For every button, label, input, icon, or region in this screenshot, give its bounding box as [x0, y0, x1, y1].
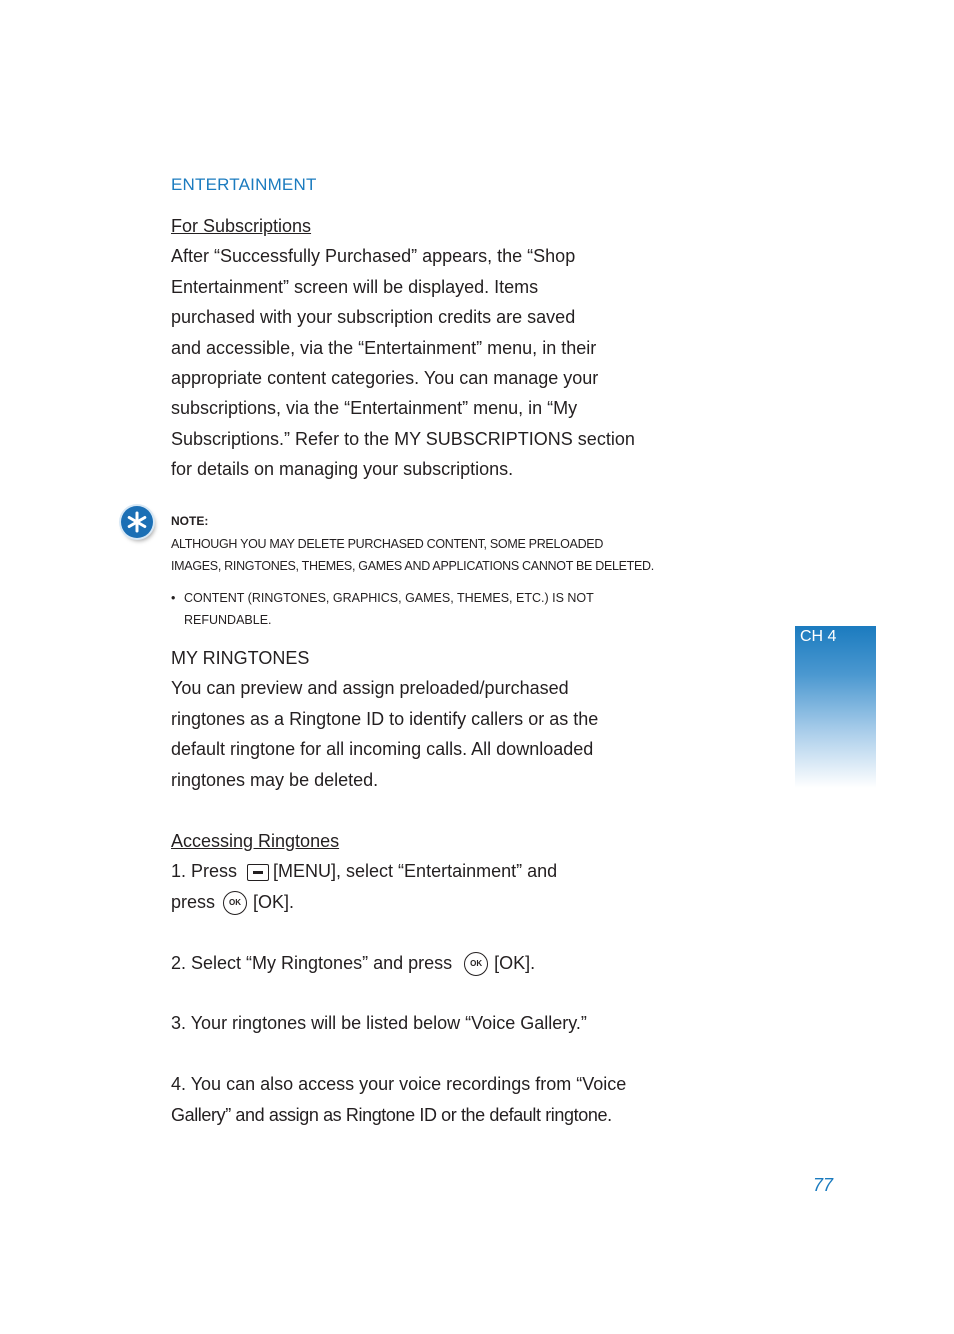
subscriptions-section	[171, 211, 635, 485]
spacer	[171, 978, 621, 1008]
ringtones-heading: MY RINGTONES	[171, 648, 310, 668]
subscriptions-line: appropriate content categories. You can manage your	[171, 368, 599, 389]
ok-key-icon: OK	[223, 891, 247, 915]
step-1-ok: [OK].	[253, 891, 295, 912]
ok-key-icon: OK	[464, 952, 488, 976]
ringtones-line: default ringtone for all incoming calls. All downloaded	[171, 739, 594, 760]
bullet-line: REFUNDABLE.	[184, 613, 272, 627]
step-1-press: press	[171, 891, 216, 912]
accessing-section	[171, 826, 627, 1130]
step-1-text-end: [MENU], select “Entertainment” and	[273, 861, 558, 882]
subscriptions-line: purchased with your subscription credits are saved	[171, 307, 576, 328]
note-line: IMAGES, RINGTONES, THEMES, GAMES AND APPLICATIONS CANNOT BE DELETED.	[171, 559, 654, 573]
step-4: 4. You can also access your voice recordings from “Voice	[171, 1074, 627, 1095]
step-1	[171, 856, 621, 886]
spacer	[171, 1039, 621, 1069]
note-label: NOTE:	[171, 514, 209, 528]
accessing-heading: Accessing Ringtones	[171, 831, 340, 851]
step-1-continued	[171, 887, 621, 917]
subscriptions-line: for details on managing your subscriptions.	[171, 459, 514, 480]
spacer	[171, 917, 621, 947]
subscriptions-line: subscriptions, via the “Entertainment” menu, in “My	[171, 398, 578, 419]
note-text	[171, 533, 654, 577]
ringtones-line: ringtones as a Ringtone ID to identify callers or as the	[171, 708, 599, 729]
menu-key-icon	[247, 864, 269, 881]
subscriptions-line: After “Successfully Purchased” appears, the “Shop	[171, 246, 576, 267]
section-title: ENTERTAINMENT	[171, 175, 317, 194]
step-2-ok: [OK].	[494, 952, 536, 973]
subscriptions-heading: For Subscriptions	[171, 216, 312, 236]
subscriptions-line: Subscriptions.” Refer to the MY SUBSCRIPTIONS section	[171, 428, 635, 449]
subscriptions-line: and accessible, via the “Entertainment” menu, in their	[171, 337, 597, 358]
chapter-label: CH 4	[800, 628, 837, 645]
ringtones-line: ringtones may be deleted.	[171, 769, 379, 790]
note-line: ALTHOUGH YOU MAY DELETE PURCHASED CONTENT, SOME PRELOADED	[171, 537, 604, 551]
step-1-text: 1. Press	[171, 861, 238, 882]
bullet-line: CONTENT (RINGTONES, GRAPHICS, GAMES, THEMES, ETC.) IS NOT	[184, 591, 594, 605]
bullet-dot: •	[171, 591, 176, 605]
ringtones-section	[171, 643, 621, 795]
subscriptions-line: Entertainment” screen will be displayed. Items	[171, 276, 539, 297]
step-3: 3. Your ringtones will be listed below “Voice Gallery.”	[171, 1013, 587, 1034]
page-number: 77	[813, 1175, 834, 1195]
chapter-tab	[795, 626, 876, 788]
step-2-text: 2. Select “My Ringtones” and press	[171, 952, 453, 973]
step-2	[171, 948, 621, 978]
asterisk-icon	[121, 506, 153, 538]
ringtones-line: You can preview and assign preloaded/purchased	[171, 678, 569, 699]
step-4-continued: Gallery” and assign as Ringtone ID or the default ringtone.	[171, 1104, 612, 1125]
